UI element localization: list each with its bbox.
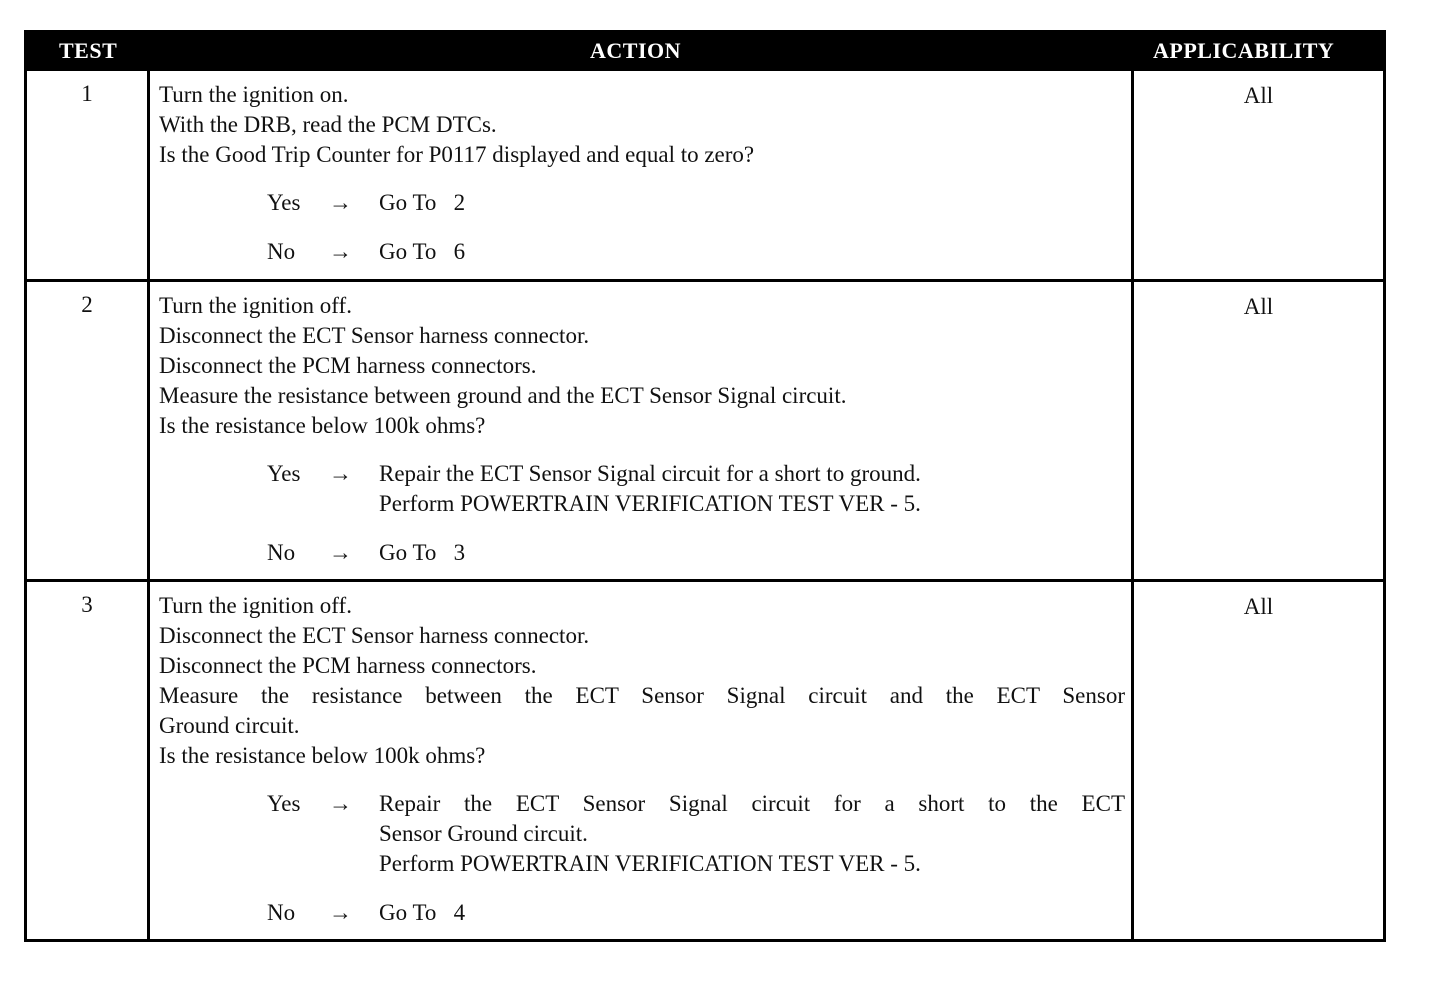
action-step: Turn the ignition off. — [159, 293, 352, 318]
action-step: Turn the ignition off. — [159, 593, 352, 618]
action-step: Is the resistance below 100k ohms? — [159, 743, 486, 768]
applicability-value: All — [1243, 294, 1274, 319]
yes-result-continued: Perform POWERTRAIN VERIFICATION TEST VER - 5. — [379, 851, 921, 876]
test-number: 2 — [81, 292, 93, 317]
test-number: 1 — [81, 81, 93, 106]
diagnostic-table — [24, 30, 1386, 942]
yes-result-continued: Perform POWERTRAIN VERIFICATION TEST VER - 5. — [379, 491, 921, 516]
arrow-right-icon: → — [329, 791, 352, 816]
header-action: ACTION — [590, 38, 682, 63]
no-result: Go To 6 — [379, 239, 466, 264]
action-step: Is the Good Trip Counter for P0117 displayed and equal to zero? — [159, 142, 755, 167]
yes-label: Yes — [267, 461, 301, 486]
arrow-right-icon: → — [329, 461, 352, 486]
action-step: Disconnect the ECT Sensor harness connector. — [159, 323, 590, 348]
no-result: Go To 4 — [379, 900, 466, 925]
no-option — [267, 538, 1125, 568]
table-header — [27, 33, 1383, 71]
no-label: No — [267, 540, 296, 565]
action-step: Turn the ignition on. — [159, 82, 349, 107]
action-cell — [159, 291, 1125, 568]
arrow-right-icon: → — [329, 190, 352, 215]
yes-result: Go To 2 — [379, 190, 466, 215]
action-step: Disconnect the PCM harness connectors. — [159, 653, 537, 678]
action-step: Disconnect the ECT Sensor harness connector. — [159, 623, 590, 648]
no-label: No — [267, 900, 296, 925]
yes-option — [267, 789, 1125, 819]
table-row-test-2 — [27, 282, 1383, 579]
no-option — [267, 237, 1125, 267]
applicability-value: All — [1243, 594, 1274, 619]
arrow-right-icon: → — [329, 540, 352, 565]
header-applicability: APPLICABILITY — [1153, 38, 1335, 63]
yes-result: Repair the ECT Sensor Signal circuit for a short to ground. — [379, 461, 921, 486]
table-row-test-1 — [27, 71, 1383, 279]
action-step: With the DRB, read the PCM DTCs. — [159, 112, 497, 137]
arrow-right-icon: → — [329, 239, 352, 264]
action-cell — [159, 591, 1125, 928]
applicability-value: All — [1243, 83, 1274, 108]
yes-option — [267, 188, 1125, 218]
action-step: Measure the resistance between the ECT Sensor Signal circuit and the ECT Sensor — [159, 683, 1125, 708]
no-label: No — [267, 239, 296, 264]
header-test: TEST — [59, 38, 118, 63]
action-step: Measure the resistance between ground and the ECT Sensor Signal circuit. — [159, 383, 847, 408]
no-result: Go To 3 — [379, 540, 466, 565]
test-number: 3 — [81, 592, 93, 617]
yes-option — [267, 459, 1125, 489]
yes-label: Yes — [267, 791, 301, 816]
yes-result: Repair the ECT Sensor Signal circuit for a short to the ECT — [379, 791, 1125, 816]
action-step: Ground circuit. — [159, 713, 300, 738]
action-step: Disconnect the PCM harness connectors. — [159, 353, 537, 378]
action-cell — [159, 80, 1125, 267]
no-option — [267, 898, 1125, 928]
action-step: Is the resistance below 100k ohms? — [159, 413, 486, 438]
yes-result-continued: Sensor Ground circuit. — [379, 821, 588, 846]
arrow-right-icon: → — [329, 900, 352, 925]
yes-label: Yes — [267, 190, 301, 215]
table-row-test-3 — [27, 582, 1383, 939]
